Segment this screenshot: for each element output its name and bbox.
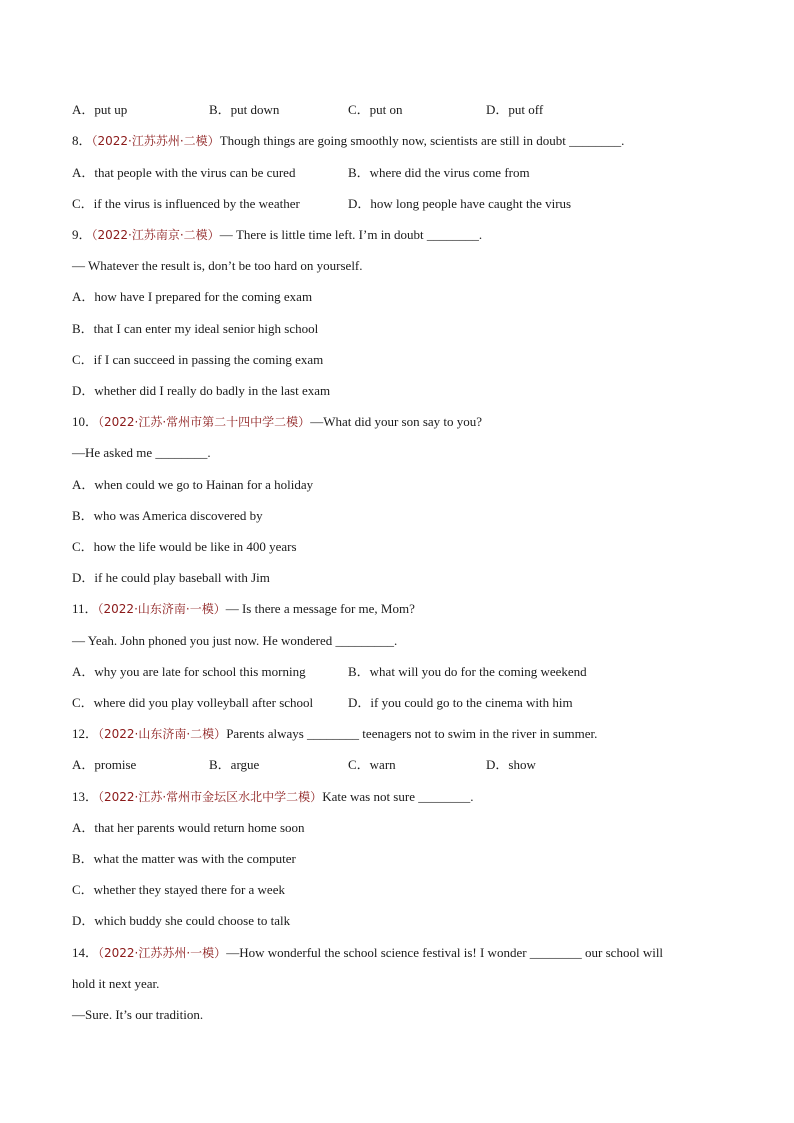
option-b: B．what the matter was with the computer [72,851,296,866]
question-text: Kate was not sure ________. [322,789,474,804]
options-row [72,662,734,682]
option-a: A．when could we go to Hainan for a holiday [72,477,314,492]
question-source: （2022·山东济南·二模） [98,727,227,741]
question-8 [72,131,734,151]
question-11 [72,599,734,619]
question-number: 8． [72,133,92,148]
question-number: 11． [72,601,98,616]
question-number: 14． [72,945,99,960]
options-row [72,755,734,775]
question-source: （2022·江苏·常州市第二十四中学二模） [98,415,311,429]
option-d: D．show [486,757,536,772]
question-source: （2022·山东济南·一模） [97,602,226,616]
option-a: A．promise [72,757,137,772]
option-b: B．where did the virus come from [348,165,530,180]
question-12 [72,724,734,744]
options-row [72,693,734,713]
dialogue-line: —He asked me ________. [72,445,211,460]
option-d: D．if you could go to the cinema with him [348,695,573,710]
option-d: D．which buddy she could choose to talk [72,913,291,928]
question-source: （2022·江苏·常州市金坛区水北中学二模） [98,790,323,804]
question-source: （2022·江苏苏州·一模） [98,946,227,960]
option-a: A．that people with the virus can be cured [72,165,296,180]
option-b: B．what will you do for the coming weekend [348,664,587,679]
question-source: （2022·江苏南京·二模） [91,228,220,242]
option-b: B．argue [209,757,260,772]
question-text: —How wonderful the school science festival is! I wonder ________ our school will [226,945,664,960]
question-number: 12． [72,726,99,741]
option-a: A．how have I prepared for the coming exam [72,289,313,304]
question-number: 10． [72,414,99,429]
question-source: （2022·江苏苏州·二模） [91,134,220,148]
option-b: B．who was America discovered by [72,508,263,523]
question-10 [72,412,734,432]
option-c: C．put on [348,102,403,117]
question-text: Though things are going smoothly now, scientists are still in doubt ________. [219,133,625,148]
option-d: D．whether did I really do badly in the last exam [72,383,331,398]
question-text: Parents always ________ teenagers not to swim in the river in summer. [226,726,598,741]
dialogue-line: —Sure. It’s our tradition. [72,1007,204,1022]
question-14 [72,943,734,963]
question-number: 9． [72,227,92,242]
option-c: C．whether they stayed there for a week [72,882,285,897]
option-b: B．put down [209,102,280,117]
options-row [72,194,734,214]
option-a: A．put up [72,102,128,117]
option-c: C．warn [348,757,396,772]
question-text: —What did your son say to you? [310,414,483,429]
option-c: C．where did you play volleyball after school [72,695,314,710]
option-b: B．that I can enter my ideal senior high school [72,321,319,336]
option-c: C．if the virus is influenced by the weather [72,196,300,211]
dialogue-line: — Whatever the result is, don’t be too hard on yourself. [72,258,363,273]
question-continuation: hold it next year. [72,976,160,991]
question-number: 13． [72,789,99,804]
option-a: A．that her parents would return home soon [72,820,305,835]
option-d: D．how long people have caught the virus [348,196,572,211]
option-d: D．put off [486,102,544,117]
option-c: C．how the life would be like in 400 years [72,539,297,554]
question-text: — There is little time left. I’m in doubt ________. [219,227,483,242]
question-text: — Is there a message for me, Mom? [225,601,415,616]
option-d: D．if he could play baseball with Jim [72,570,270,585]
option-c: C．if I can succeed in passing the coming exam [72,352,324,367]
question-9 [72,225,734,245]
dialogue-line: — Yeah. John phoned you just now. He wondered _________. [72,633,398,648]
options-row [72,100,734,120]
option-a: A．why you are late for school this morning [72,664,306,679]
question-13 [72,787,734,807]
options-row [72,163,734,183]
